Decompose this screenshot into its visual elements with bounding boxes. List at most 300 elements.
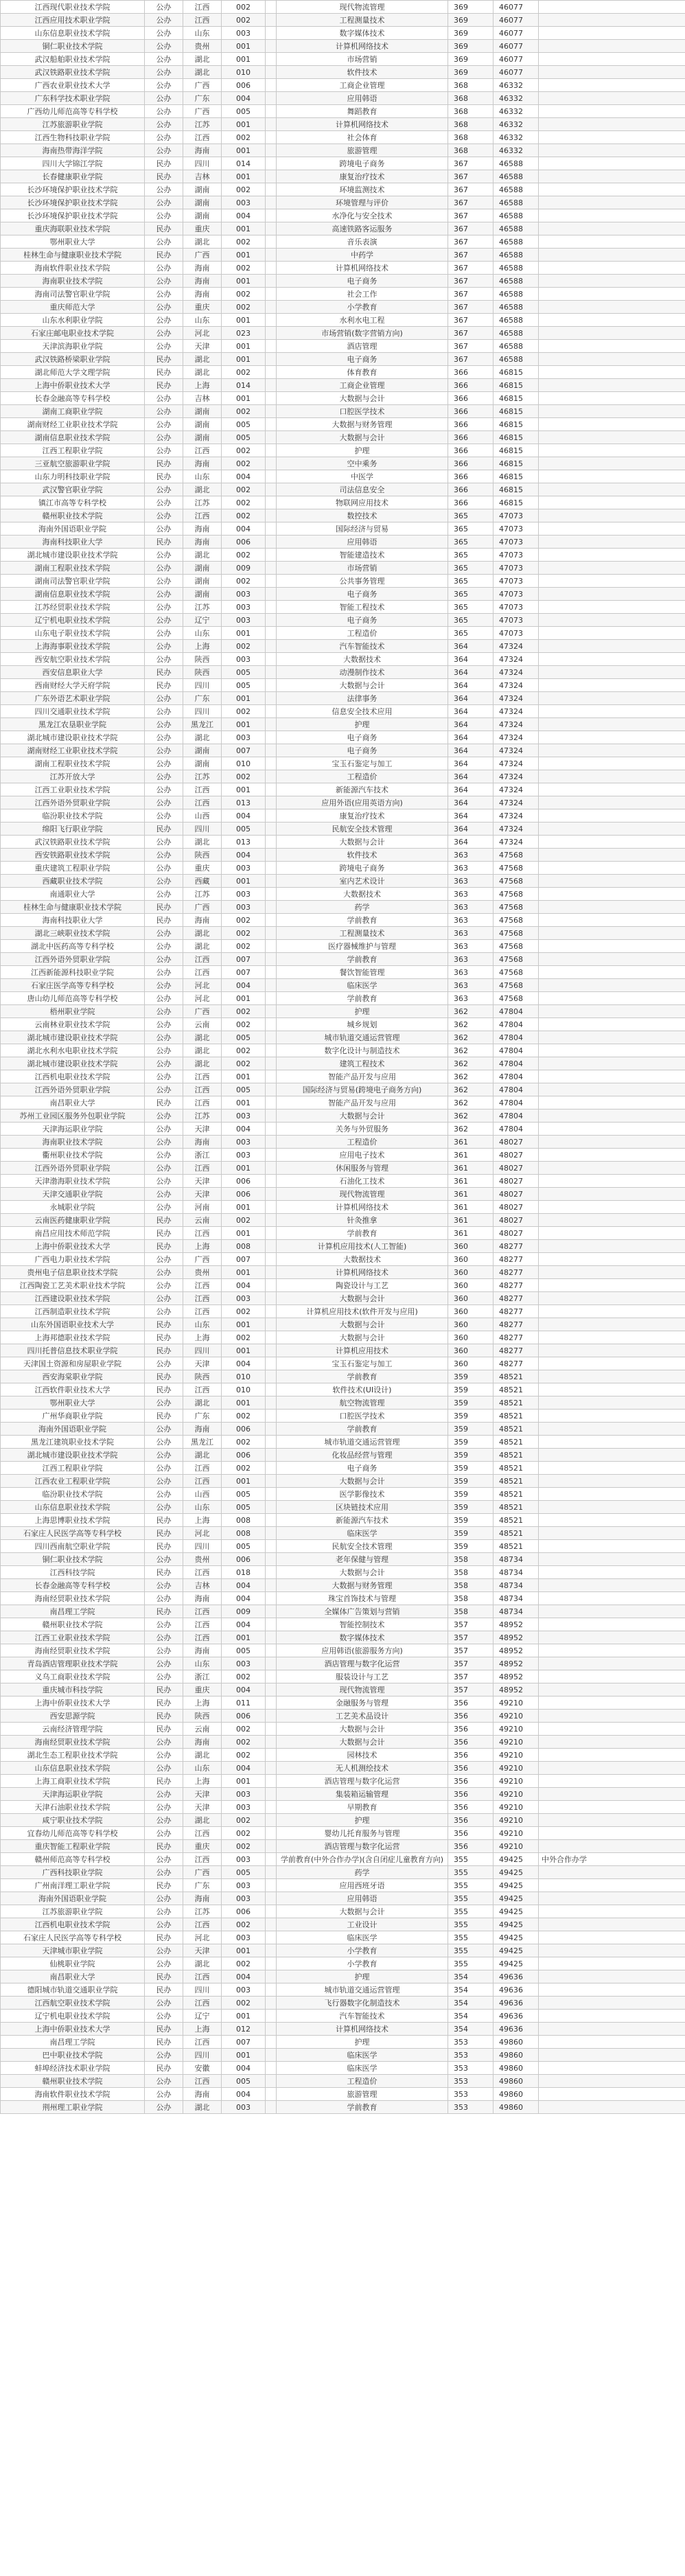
note-cell	[539, 392, 685, 405]
school-name-cell: 海南软件职业技术学院	[1, 2088, 145, 2101]
spacer-cell	[266, 1605, 277, 1618]
major-name-cell: 民航安全技术管理	[277, 823, 448, 836]
note-cell	[539, 1944, 685, 1957]
major-name-cell: 计算机应用技术(人工智能)	[277, 1240, 448, 1253]
school-type-cell: 公办	[145, 2075, 183, 2088]
school-name-cell: 江西外语外贸职业学院	[1, 1083, 145, 1096]
major-name-cell: 大数据与会计	[277, 431, 448, 444]
school-type-cell: 公办	[145, 1997, 183, 2010]
min-score-cell: 356	[448, 1814, 494, 1827]
group-code-cell: 004	[222, 1970, 266, 1983]
major-name-cell: 水利水电工程	[277, 314, 448, 327]
major-name-cell: 护理	[277, 444, 448, 457]
province-cell: 湖南	[183, 562, 222, 575]
school-name-cell: 武汉铁路职业技术学院	[1, 836, 145, 849]
spacer-cell	[266, 1944, 277, 1957]
table-row	[1, 131, 685, 144]
province-cell: 江西	[183, 1227, 222, 1240]
spacer-cell	[266, 1697, 277, 1710]
province-cell: 江西	[183, 509, 222, 522]
spacer-cell	[266, 940, 277, 953]
group-code-cell: 003	[222, 1149, 266, 1162]
spacer-cell	[266, 2062, 277, 2075]
table-row	[1, 1240, 685, 1253]
group-code-cell: 002	[222, 405, 266, 418]
note-cell	[539, 1162, 685, 1175]
school-type-cell: 公办	[145, 979, 183, 992]
province-cell: 上海	[183, 1331, 222, 1344]
table-row	[1, 1827, 685, 1840]
school-name-cell: 海南外国语职业学院	[1, 1423, 145, 1436]
school-name-cell: 江苏经贸职业技术学院	[1, 601, 145, 614]
min-score-cell: 362	[448, 1070, 494, 1083]
min-score-cell: 358	[448, 1592, 494, 1605]
province-cell: 重庆	[183, 1840, 222, 1853]
group-code-cell: 006	[222, 1553, 266, 1566]
rank-cell: 46815	[494, 366, 539, 379]
school-type-cell: 公办	[145, 601, 183, 614]
school-name-cell: 天津滨海职业学院	[1, 340, 145, 353]
spacer-cell	[266, 1723, 277, 1736]
note-cell	[539, 1149, 685, 1162]
province-cell: 湖南	[183, 196, 222, 209]
min-score-cell: 362	[448, 1109, 494, 1123]
province-cell: 江苏	[183, 888, 222, 901]
school-name-cell: 天津交通职业学院	[1, 1188, 145, 1201]
table-row	[1, 1227, 685, 1240]
rank-cell: 49636	[494, 2010, 539, 2023]
spacer-cell	[266, 470, 277, 483]
major-name-cell: 旅游管理	[277, 144, 448, 157]
note-cell	[539, 1031, 685, 1044]
table-row	[1, 1853, 685, 1866]
table-row	[1, 262, 685, 275]
min-score-cell: 369	[448, 66, 494, 79]
school-name-cell: 江西科技学院	[1, 1566, 145, 1579]
note-cell	[539, 2023, 685, 2036]
school-name-cell: 重庆城市科技学院	[1, 1683, 145, 1697]
min-score-cell: 361	[448, 1188, 494, 1201]
group-code-cell: 002	[222, 509, 266, 522]
table-row	[1, 1136, 685, 1149]
spacer-cell	[266, 1, 277, 14]
major-name-cell: 大数据与会计	[277, 1723, 448, 1736]
min-score-cell: 357	[448, 1670, 494, 1683]
major-name-cell: 计算机应用技术(软件开发与应用)	[277, 1305, 448, 1318]
major-name-cell: 临床医学	[277, 1931, 448, 1944]
min-score-cell: 362	[448, 1005, 494, 1018]
school-type-cell: 公办	[145, 444, 183, 457]
group-code-cell: 001	[222, 875, 266, 888]
school-name-cell: 天津城市职业学院	[1, 1944, 145, 1957]
group-code-cell: 001	[222, 1775, 266, 1788]
school-type-cell: 民办	[145, 366, 183, 379]
group-code-cell: 002	[222, 770, 266, 783]
rank-cell: 47073	[494, 575, 539, 588]
note-cell	[539, 1905, 685, 1918]
major-name-cell: 电子商务	[277, 1462, 448, 1475]
note-cell	[539, 1501, 685, 1514]
major-name-cell: 学前教育	[277, 2101, 448, 2114]
province-cell: 海南	[183, 1736, 222, 1749]
major-name-cell: 城市轨道交通运营管理	[277, 1436, 448, 1449]
rank-cell: 48027	[494, 1214, 539, 1227]
major-name-cell: 早期教育	[277, 1801, 448, 1814]
school-name-cell: 赣州职业技术学院	[1, 509, 145, 522]
major-name-cell: 工程测量技术	[277, 14, 448, 27]
note-cell	[539, 144, 685, 157]
group-code-cell: 001	[222, 992, 266, 1005]
note-cell	[539, 1410, 685, 1423]
major-name-cell: 跨境电子商务	[277, 157, 448, 170]
group-code-cell: 006	[222, 1188, 266, 1201]
spacer-cell	[266, 1644, 277, 1657]
school-type-cell: 公办	[145, 40, 183, 53]
province-cell: 河北	[183, 327, 222, 340]
school-type-cell: 公办	[145, 2088, 183, 2101]
rank-cell: 48027	[494, 1188, 539, 1201]
note-cell	[539, 2036, 685, 2049]
school-type-cell: 民办	[145, 457, 183, 470]
school-name-cell: 江西工程职业学院	[1, 444, 145, 457]
province-cell: 天津	[183, 1188, 222, 1201]
major-name-cell: 学前教育	[277, 1423, 448, 1436]
min-score-cell: 367	[448, 314, 494, 327]
group-code-cell: 002	[222, 1723, 266, 1736]
school-name-cell: 长春金融高等专科学校	[1, 392, 145, 405]
group-code-cell: 007	[222, 1253, 266, 1266]
province-cell: 陕西	[183, 666, 222, 679]
school-type-cell: 公办	[145, 418, 183, 431]
note-cell	[539, 953, 685, 966]
province-cell: 贵州	[183, 1553, 222, 1566]
rank-cell: 46588	[494, 275, 539, 288]
province-cell: 江苏	[183, 601, 222, 614]
spacer-cell	[266, 666, 277, 679]
group-code-cell: 001	[222, 1344, 266, 1357]
spacer-cell	[266, 1501, 277, 1514]
note-cell	[539, 249, 685, 262]
rank-cell: 49210	[494, 1736, 539, 1749]
group-code-cell: 005	[222, 1501, 266, 1514]
spacer-cell	[266, 914, 277, 927]
province-cell: 湖北	[183, 1957, 222, 1970]
min-score-cell: 359	[448, 1501, 494, 1514]
note-cell	[539, 1723, 685, 1736]
major-name-cell: 休闲服务与管理	[277, 1162, 448, 1175]
major-name-cell: 汽车智能技术	[277, 640, 448, 653]
school-type-cell: 公办	[145, 992, 183, 1005]
min-score-cell: 366	[448, 457, 494, 470]
major-name-cell: 医疗器械维护与管理	[277, 940, 448, 953]
province-cell: 上海	[183, 1514, 222, 1527]
major-name-cell: 全媒体广告策划与营销	[277, 1605, 448, 1618]
school-name-cell: 永城职业学院	[1, 1201, 145, 1214]
spacer-cell	[266, 1997, 277, 2010]
table-row	[1, 2075, 685, 2088]
min-score-cell: 353	[448, 2049, 494, 2062]
note-cell	[539, 366, 685, 379]
school-type-cell: 民办	[145, 353, 183, 366]
major-name-cell: 航空物流管理	[277, 1396, 448, 1410]
note-cell	[539, 1970, 685, 1983]
province-cell: 广西	[183, 1005, 222, 1018]
rank-cell: 49425	[494, 1853, 539, 1866]
note-cell	[539, 640, 685, 653]
rank-cell: 48952	[494, 1683, 539, 1697]
major-name-cell: 建筑工程技术	[277, 1057, 448, 1070]
min-score-cell: 362	[448, 1031, 494, 1044]
note-cell	[539, 718, 685, 731]
province-cell: 黑龙江	[183, 1436, 222, 1449]
table-row	[1, 1162, 685, 1175]
major-name-cell: 民航安全技术管理	[277, 1540, 448, 1553]
province-cell: 河北	[183, 1527, 222, 1540]
school-name-cell: 广西农业职业技术大学	[1, 79, 145, 92]
spacer-cell	[266, 249, 277, 262]
spacer-cell	[266, 340, 277, 353]
table-row	[1, 1383, 685, 1396]
note-cell	[539, 1292, 685, 1305]
spacer-cell	[266, 1670, 277, 1683]
note-cell	[539, 1175, 685, 1188]
min-score-cell: 357	[448, 1631, 494, 1644]
spacer-cell	[266, 2088, 277, 2101]
table-row	[1, 927, 685, 940]
major-name-cell: 工商企业管理	[277, 79, 448, 92]
spacer-cell	[266, 1096, 277, 1109]
group-code-cell: 002	[222, 1305, 266, 1318]
major-name-cell: 市场营销	[277, 562, 448, 575]
note-cell	[539, 1449, 685, 1462]
note-cell	[539, 1083, 685, 1096]
group-code-cell: 003	[222, 1657, 266, 1670]
group-code-cell: 002	[222, 1005, 266, 1018]
school-type-cell: 公办	[145, 1788, 183, 1801]
school-type-cell: 民办	[145, 679, 183, 692]
rank-cell: 48521	[494, 1383, 539, 1396]
table-row	[1, 1631, 685, 1644]
min-score-cell: 363	[448, 888, 494, 901]
school-type-cell: 公办	[145, 79, 183, 92]
school-name-cell: 江西软件职业技术大学	[1, 1383, 145, 1396]
rank-cell: 46588	[494, 288, 539, 301]
table-row	[1, 1553, 685, 1566]
school-type-cell: 公办	[145, 575, 183, 588]
group-code-cell: 001	[222, 1318, 266, 1331]
major-name-cell: 口腔医学技术	[277, 405, 448, 418]
spacer-cell	[266, 588, 277, 601]
table-row	[1, 353, 685, 366]
major-name-cell: 高速铁路客运服务	[277, 222, 448, 235]
major-name-cell: 音乐表演	[277, 235, 448, 249]
school-name-cell: 三亚航空旅游职业学院	[1, 457, 145, 470]
school-name-cell: 西安海棠职业学院	[1, 1370, 145, 1383]
rank-cell: 47073	[494, 509, 539, 522]
school-name-cell: 南昌应用技术师范学院	[1, 1227, 145, 1240]
group-code-cell: 001	[222, 53, 266, 66]
school-name-cell: 云南经济管理学院	[1, 1723, 145, 1736]
province-cell: 山东	[183, 627, 222, 640]
school-type-cell: 公办	[145, 1162, 183, 1175]
note-cell	[539, 575, 685, 588]
note-cell	[539, 470, 685, 483]
rank-cell: 49860	[494, 2049, 539, 2062]
spacer-cell	[266, 992, 277, 1005]
spacer-cell	[266, 823, 277, 836]
group-code-cell: 003	[222, 196, 266, 209]
spacer-cell	[266, 1031, 277, 1044]
major-name-cell: 计算机网络技术	[277, 1266, 448, 1279]
school-name-cell: 长春健康职业学院	[1, 170, 145, 183]
spacer-cell	[266, 1566, 277, 1579]
school-name-cell: 湖北城市建设职业技术学院	[1, 1057, 145, 1070]
min-score-cell: 365	[448, 536, 494, 549]
min-score-cell: 364	[448, 666, 494, 679]
province-cell: 陕西	[183, 653, 222, 666]
group-code-cell: 002	[222, 640, 266, 653]
group-code-cell: 003	[222, 1136, 266, 1149]
rank-cell: 48734	[494, 1605, 539, 1618]
min-score-cell: 364	[448, 692, 494, 705]
rank-cell: 46588	[494, 209, 539, 222]
group-code-cell: 002	[222, 1749, 266, 1762]
rank-cell: 47324	[494, 731, 539, 744]
group-code-cell: 002	[222, 1997, 266, 2010]
table-row	[1, 875, 685, 888]
province-cell: 河北	[183, 992, 222, 1005]
group-code-cell: 007	[222, 966, 266, 979]
school-name-cell: 天津渤海职业技术学院	[1, 1175, 145, 1188]
rank-cell: 48277	[494, 1266, 539, 1279]
note-cell	[539, 1931, 685, 1944]
note-cell	[539, 275, 685, 288]
major-name-cell: 社会体育	[277, 131, 448, 144]
province-cell: 山东	[183, 1657, 222, 1670]
province-cell: 湖南	[183, 744, 222, 757]
spacer-cell	[266, 927, 277, 940]
group-code-cell: 002	[222, 1, 266, 14]
school-name-cell: 南昌职业大学	[1, 1970, 145, 1983]
min-score-cell: 359	[448, 1410, 494, 1423]
major-name-cell: 大数据与会计	[277, 679, 448, 692]
group-code-cell: 002	[222, 235, 266, 249]
table-row	[1, 1357, 685, 1370]
major-name-cell: 水净化与安全技术	[277, 209, 448, 222]
spacer-cell	[266, 1827, 277, 1840]
rank-cell: 49425	[494, 1879, 539, 1892]
major-name-cell: 市场营销(数字营销方向)	[277, 327, 448, 340]
school-name-cell: 仙桃职业学院	[1, 1957, 145, 1970]
province-cell: 江苏	[183, 1109, 222, 1123]
province-cell: 江西	[183, 1462, 222, 1475]
school-type-cell: 公办	[145, 327, 183, 340]
rank-cell: 47324	[494, 666, 539, 679]
major-name-cell: 康复治疗技术	[277, 809, 448, 823]
note-cell	[539, 549, 685, 562]
table-row	[1, 1109, 685, 1123]
note-cell	[539, 1383, 685, 1396]
note-cell	[539, 1840, 685, 1853]
province-cell: 江西	[183, 2075, 222, 2088]
rank-cell: 46077	[494, 14, 539, 27]
table-row	[1, 1657, 685, 1670]
spacer-cell	[266, 1553, 277, 1566]
school-type-cell: 民办	[145, 823, 183, 836]
school-type-cell: 民办	[145, 1214, 183, 1227]
major-name-cell: 护理	[277, 718, 448, 731]
rank-cell: 46588	[494, 196, 539, 209]
school-name-cell: 江苏旅游职业学院	[1, 118, 145, 131]
note-cell	[539, 1997, 685, 2010]
major-name-cell: 小学教育	[277, 301, 448, 314]
spacer-cell	[266, 1775, 277, 1788]
spacer-cell	[266, 1462, 277, 1475]
major-name-cell: 珠宝首饰技术与管理	[277, 1592, 448, 1605]
province-cell: 江西	[183, 1096, 222, 1109]
group-code-cell: 004	[222, 1618, 266, 1631]
province-cell: 山东	[183, 27, 222, 40]
spacer-cell	[266, 2101, 277, 2114]
note-cell	[539, 1, 685, 14]
school-type-cell: 公办	[145, 953, 183, 966]
rank-cell: 49860	[494, 2036, 539, 2049]
school-type-cell: 民办	[145, 1970, 183, 1983]
group-code-cell: 001	[222, 2010, 266, 2023]
group-code-cell: 003	[222, 862, 266, 875]
spacer-cell	[266, 1879, 277, 1892]
rank-cell: 48521	[494, 1410, 539, 1423]
major-name-cell: 护理	[277, 1970, 448, 1983]
table-row	[1, 1579, 685, 1592]
spacer-cell	[266, 235, 277, 249]
province-cell: 陕西	[183, 849, 222, 862]
rank-cell: 48521	[494, 1475, 539, 1488]
school-type-cell: 公办	[145, 301, 183, 314]
province-cell: 湖北	[183, 1449, 222, 1462]
school-name-cell: 桂林生命与健康职业技术学院	[1, 901, 145, 914]
note-cell	[539, 1957, 685, 1970]
group-code-cell: 023	[222, 327, 266, 340]
note-cell	[539, 2062, 685, 2075]
school-type-cell: 公办	[145, 1449, 183, 1462]
spacer-cell	[266, 1240, 277, 1253]
note-cell	[539, 862, 685, 875]
school-type-cell: 公办	[145, 314, 183, 327]
group-code-cell: 006	[222, 1423, 266, 1436]
school-type-cell: 公办	[145, 1488, 183, 1501]
table-row	[1, 692, 685, 705]
rank-cell: 49210	[494, 1814, 539, 1827]
min-score-cell: 364	[448, 796, 494, 809]
major-name-cell: 计算机网络技术	[277, 118, 448, 131]
table-row	[1, 1670, 685, 1683]
table-row	[1, 314, 685, 327]
note-cell	[539, 1018, 685, 1031]
min-score-cell: 367	[448, 327, 494, 340]
major-name-cell: 智能建造技术	[277, 549, 448, 562]
major-name-cell: 环境管理与评价	[277, 196, 448, 209]
min-score-cell: 358	[448, 1579, 494, 1592]
note-cell	[539, 1057, 685, 1070]
table-body	[1, 1, 685, 2114]
group-code-cell: 002	[222, 1670, 266, 1683]
major-name-cell: 临床医学	[277, 979, 448, 992]
school-type-cell: 公办	[145, 809, 183, 823]
province-cell: 湖北	[183, 66, 222, 79]
group-code-cell: 001	[222, 340, 266, 353]
major-name-cell: 现代物流管理	[277, 1, 448, 14]
